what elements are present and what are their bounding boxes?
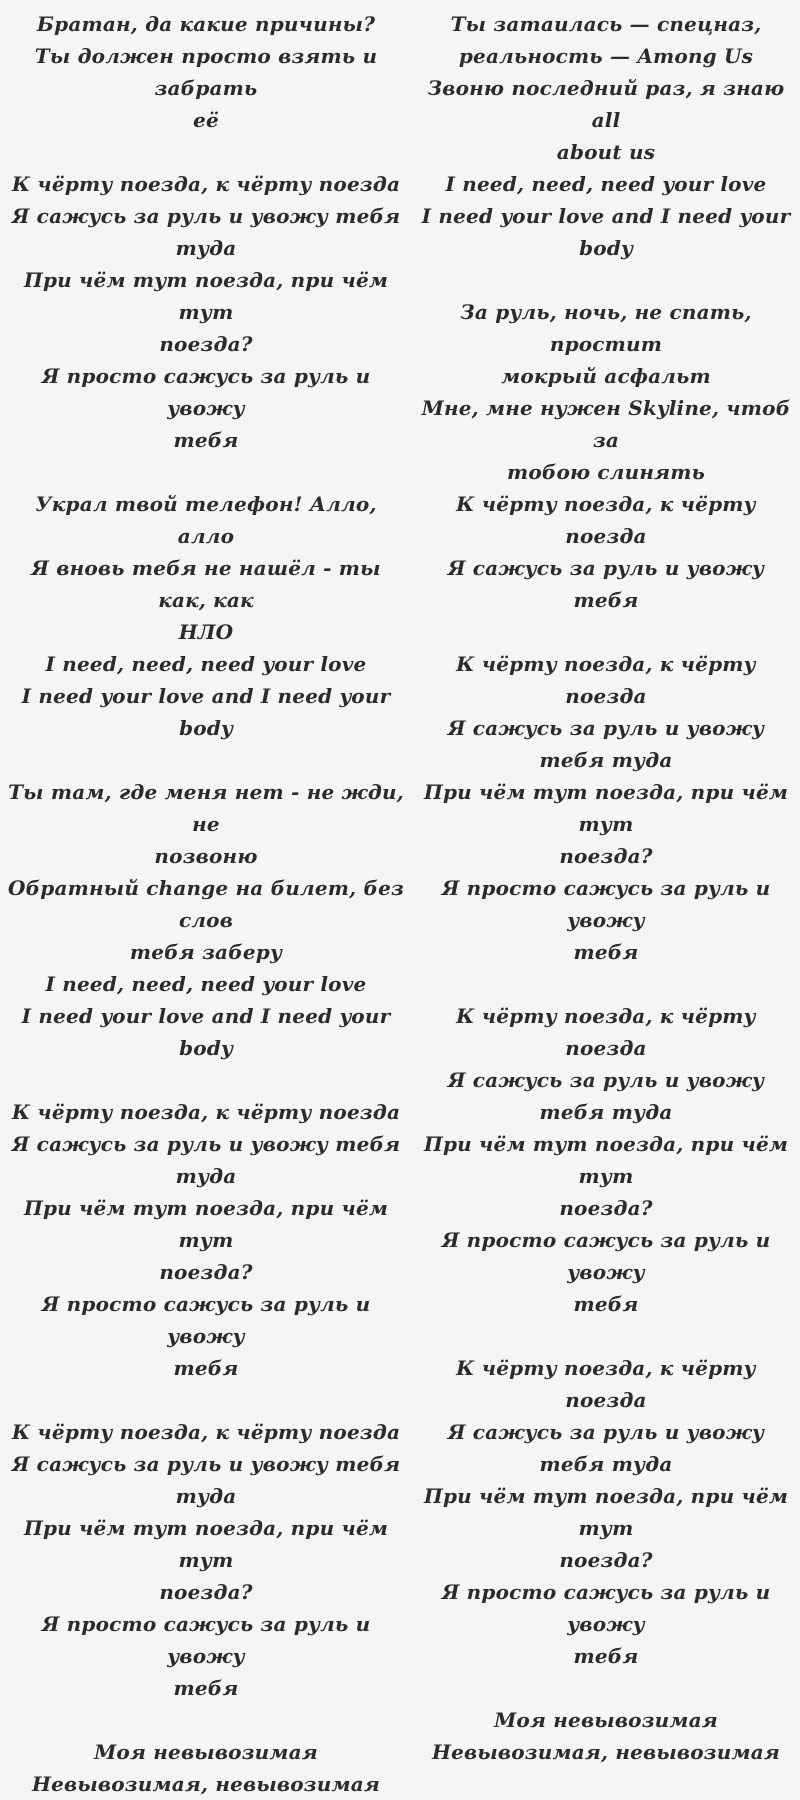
lyrics-line: При чём тут поезда, при чём тут: [423, 780, 789, 836]
lyrics-line: I need, need, need your love: [445, 172, 767, 196]
lyrics-line: Я просто сажусь за руль и увожу: [41, 1292, 371, 1348]
lyrics-line: К чёрту поезда, к чёрту поезда: [11, 172, 401, 196]
lyrics-line: её: [193, 108, 219, 132]
lyrics-line: поезда?: [159, 332, 253, 356]
lyrics-line: Невывозимая, невывозимая: [32, 1772, 380, 1796]
lyrics-line: При чём тут поезда, при чём тут: [23, 1196, 389, 1252]
lyrics-line: поезда?: [159, 1260, 253, 1284]
lyrics-line: НЛО: [178, 620, 234, 644]
lyrics-line: Моя невывозимая: [94, 1740, 318, 1764]
lyrics-line: I need, need, need your love: [45, 652, 367, 676]
lyrics-line: тебя: [173, 428, 239, 452]
lyrics-line: поезда?: [559, 1196, 653, 1220]
lyrics-line: Моя невывозимая: [494, 1708, 718, 1732]
lyrics-line: Невывозимая, невывозимая: [432, 1740, 780, 1764]
lyrics-line: поезда?: [559, 844, 653, 868]
lyrics-line: реальность — Among Us: [458, 44, 754, 68]
lyrics-stanza: [4, 1416, 408, 1704]
lyrics-line: Я просто сажусь за руль и увожу: [41, 364, 371, 420]
lyrics-stanza: [414, 1000, 798, 1320]
lyrics-line: Ты там, где меня нет - не жди, не: [8, 780, 404, 836]
lyrics-line: Братан, да какие причины?: [36, 12, 376, 36]
lyrics-stanza: [4, 1096, 408, 1384]
lyrics-line: Я сажусь за руль и увожу тебя туда: [447, 716, 765, 772]
lyrics-line: Ты затаилась — спецназ,: [450, 12, 762, 36]
lyrics-line: тебя: [573, 1292, 639, 1316]
lyrics-line: К чёрту поезда, к чёрту поезда: [11, 1100, 401, 1124]
lyrics-line: Украл твой телефон! Алло, алло: [35, 492, 377, 548]
lyrics-line: тобою слинять: [506, 460, 706, 484]
lyrics-line: Я сажусь за руль и увожу тебя туда: [447, 1068, 765, 1124]
lyrics-line: Я просто сажусь за руль и увожу: [441, 876, 771, 932]
lyrics-line: При чём тут поезда, при чём тут: [423, 1484, 789, 1540]
lyrics-stanza: [414, 296, 798, 616]
lyrics-line: тебя: [573, 1644, 639, 1668]
lyrics-columns: [0, 8, 800, 1796]
lyrics-stanza: [414, 1352, 798, 1672]
lyrics-line: Звоню последний раз, я знаю all: [427, 76, 785, 132]
lyrics-line: тебя: [173, 1676, 239, 1700]
lyrics-line: Я сажусь за руль и увожу тебя туда: [447, 1420, 765, 1476]
lyrics-line: позвоню: [154, 844, 258, 868]
lyrics-line: I need your love and I need your body: [421, 204, 791, 260]
lyrics-line: Я просто сажусь за руль и увожу: [41, 1612, 371, 1668]
lyrics-line: поезда?: [559, 1548, 653, 1572]
lyrics-stanza: [414, 1704, 798, 1768]
lyrics-line: При чём тут поезда, при чём тут: [23, 268, 389, 324]
lyrics-line: I need your love and I need your body: [21, 1004, 391, 1060]
lyrics-stanza: [4, 168, 408, 456]
lyrics-line: поезда?: [159, 1580, 253, 1604]
lyrics-stanza: [4, 1736, 408, 1800]
lyrics-line: тебя заберу: [129, 940, 283, 964]
lyrics-line: Я сажусь за руль и увожу тебя туда: [11, 1452, 401, 1508]
lyrics-line: Я просто сажусь за руль и увожу: [441, 1580, 771, 1636]
lyrics-line: К чёрту поезда, к чёрту поезда: [456, 492, 756, 548]
lyrics-line: Ты должен просто взять и забрать: [34, 44, 378, 100]
lyrics-line: Я сажусь за руль и увожу тебя: [447, 556, 765, 612]
lyrics-stanza: [414, 8, 798, 264]
lyrics-line: мокрый асфальт: [501, 364, 711, 388]
lyrics-line: Я вновь тебя не нашёл - ты как, как: [31, 556, 381, 612]
lyrics-line: К чёрту поезда, к чёрту поезда: [456, 1004, 756, 1060]
lyrics-line: К чёрту поезда, к чёрту поезда: [11, 1420, 401, 1444]
lyrics-line: К чёрту поезда, к чёрту поезда: [456, 1356, 756, 1412]
lyrics-right-column: [412, 8, 800, 1764]
lyrics-stanza: [4, 776, 408, 1064]
lyrics-line: about us: [556, 140, 656, 164]
lyrics-line: I need, need, need your love: [45, 972, 367, 996]
lyrics-line: При чём тут поезда, при чём тут: [23, 1516, 389, 1572]
lyrics-line: К чёрту поезда, к чёрту поезда: [456, 652, 756, 708]
lyrics-line: При чём тут поезда, при чём тут: [423, 1132, 789, 1188]
lyrics-stanza: [4, 488, 408, 744]
lyrics-line: Обратный change на билет, без слов: [8, 876, 404, 932]
lyrics-left-column: [0, 8, 412, 1796]
lyrics-stanza: [414, 648, 798, 968]
lyrics-line: Я сажусь за руль и увожу тебя туда: [11, 204, 401, 260]
lyrics-line: За руль, ночь, не спать, простит: [460, 300, 752, 356]
lyrics-line: I need your love and I need your body: [21, 684, 391, 740]
lyrics-stanza: [4, 8, 408, 136]
lyrics-line: Мне, мне нужен Skyline, чтоб за: [421, 396, 791, 452]
lyrics-line: Я просто сажусь за руль и увожу: [441, 1228, 771, 1284]
lyrics-line: Я сажусь за руль и увожу тебя туда: [11, 1132, 401, 1188]
lyrics-line: тебя: [573, 940, 639, 964]
lyrics-line: тебя: [173, 1356, 239, 1380]
